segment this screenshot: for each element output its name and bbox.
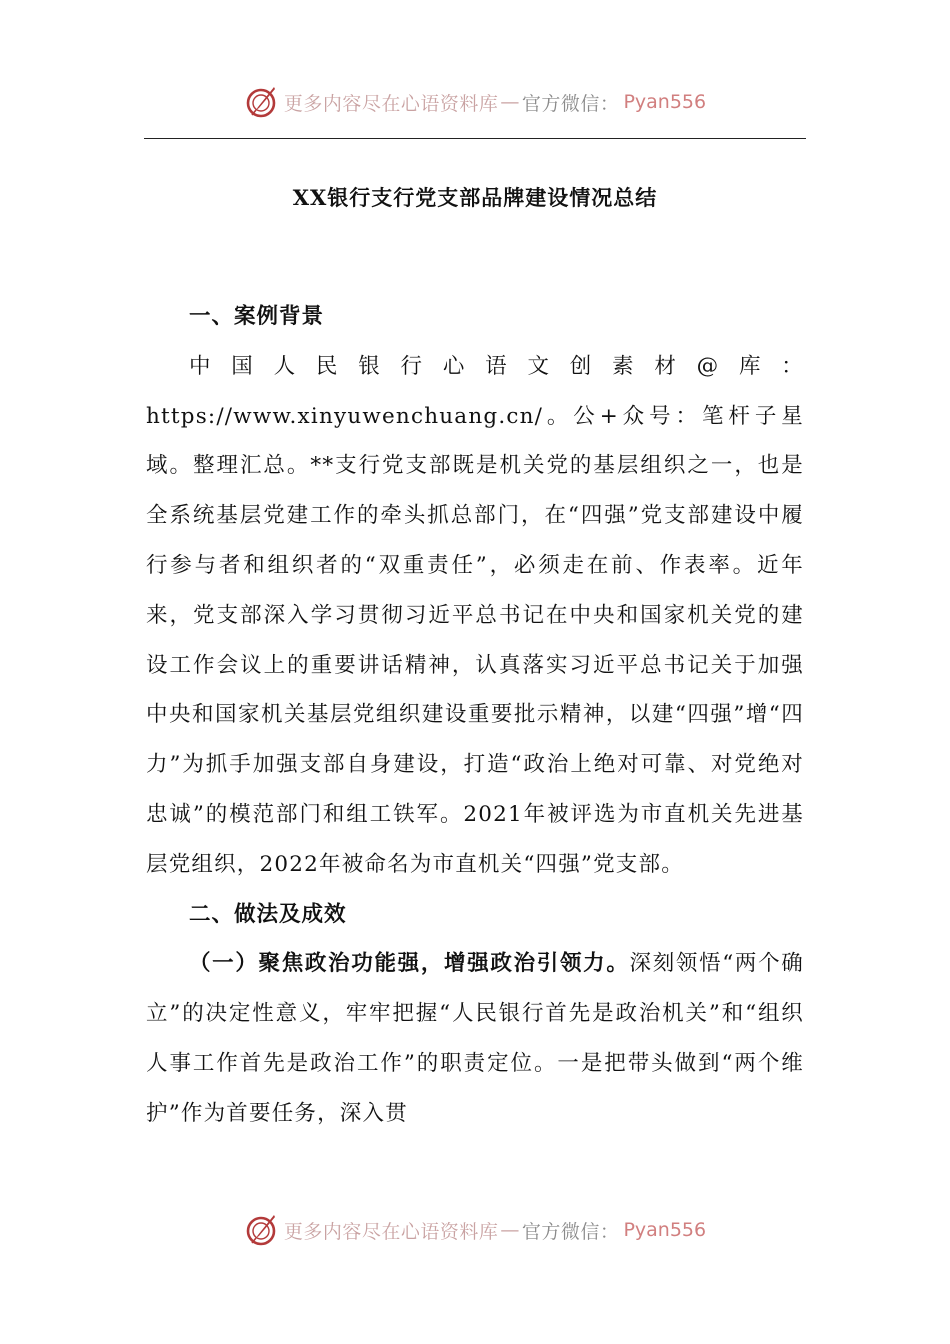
footer-watermark (0, 1210, 950, 1250)
quill-circle-icon (244, 1212, 280, 1248)
watermark-separator: — (500, 91, 520, 113)
section-paragraph-background: 中国人民银行心语文创素材@库：https://www.xinyuwenchuang.cn/。公+众号：笔杆子星域。整理汇总。**支行党支部既是机关党的基层组织之一，也是全系统基层党建工作的牵头抓总部门，在“四强”党支部建设中履行参与者和组织者的“双重责任”，必须走在前、作表率。近年来，党支部深入学习贯彻习近平总书记在中央和国家机关党的建设工作会议上的重要讲话精神，认真落实习近平总书记关于加强中央和国家机关基层党组织建设重要批示精神，以建“四强”增“四力”为抓手加强支部自身建设，打造“政治上绝对可靠、对党绝对忠诚”的模范部门和组工铁军。2021年被评选为市直机关先进基层党组织，2022年被命名为市直机关“四强”党支部。 (146, 353, 804, 877)
watermark-wechat-id: Pyan556 (623, 1219, 707, 1241)
subsection-text: 深刻领悟“两个确立”的决定性意义，牢牢把握“人民银行首先是政治机关”和“组织人事工作首先是政治工作”的职责定位。一是把带头做到“两个维护”作为首要任务，深入贯 (146, 951, 804, 1126)
subsection-lead: （一）聚焦政治功能强，增强政治引领力。 (189, 951, 630, 977)
watermark-main-text: 更多内容尽在心语资料库 (283, 1220, 499, 1243)
watermark-official-label: 官方微信： (521, 1220, 620, 1243)
subsection-paragraph-political (146, 939, 804, 1138)
document-body (146, 292, 804, 1139)
watermark-main-text: 更多内容尽在心语资料库 (283, 92, 499, 115)
watermark-wechat-id: Pyan556 (623, 91, 707, 113)
document-title: XX银行支行党支部品牌建设情况总结 (292, 185, 658, 210)
section-heading-practices: 二、做法及成效 (189, 901, 347, 927)
quill-circle-icon (244, 84, 280, 120)
watermark-official-label: 官方微信： (521, 92, 620, 115)
section-heading-background: 一、案例背景 (189, 304, 325, 329)
header-watermark (0, 82, 950, 122)
header-divider (144, 138, 806, 139)
watermark-separator: — (500, 1219, 520, 1241)
